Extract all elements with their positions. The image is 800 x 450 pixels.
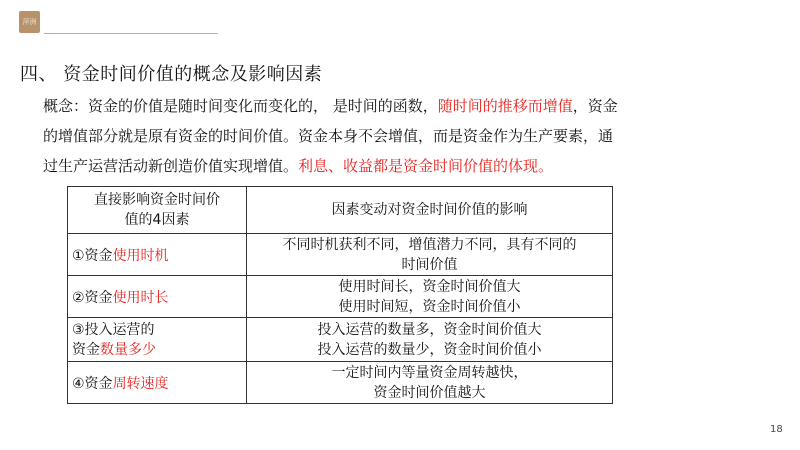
factor-prefix: ①资金 <box>72 247 113 264</box>
table-row <box>68 318 613 362</box>
paragraph-line2: 的增值部分就是原有资金的时间价值。资金本身不会增值，而是资金作为生产要素，通 <box>43 127 614 145</box>
header-factor <box>68 187 247 234</box>
factor-cell <box>68 234 247 276</box>
factor-highlight: 使用时机 <box>112 247 169 264</box>
effect-line1: 不同时机获利不同，增值潜力不同，具有不同的 <box>282 236 577 253</box>
factor-cell <box>68 318 247 362</box>
factor-prefix: ②资金 <box>72 289 113 306</box>
effect-cell <box>247 362 613 404</box>
effect-cell <box>247 276 613 318</box>
factor-highlight: 使用时长 <box>112 289 169 306</box>
header-factor-line1: 直接影响资金时间价 <box>94 192 220 208</box>
effect-line1: 投入运营的数量多，资金时间价值大 <box>317 321 542 338</box>
paragraph-highlight-1: 随时间的推移而增值 <box>437 97 573 115</box>
logo-text: 萍洲 <box>22 18 37 26</box>
paragraph-line3: 过生产运营活动新创造价值实现增值。 <box>43 157 299 175</box>
header-effect: 因素变动对资金时间价值的影响 <box>247 187 613 234</box>
effect-cell <box>247 318 613 362</box>
effect-line2: 投入运营的数量少，资金时间价值小 <box>317 341 542 358</box>
table-row <box>68 234 613 276</box>
paragraph-highlight-2: 利息、收益都是资金时间价值的体现。 <box>298 157 554 175</box>
factor-line1: ③投入运营的 <box>72 321 155 338</box>
concept-paragraph <box>43 91 743 181</box>
effect-line1: 一定时间内等量资金周转越快， <box>331 364 528 381</box>
header-factor-line2: 值的4因素 <box>124 212 190 228</box>
factor-prefix: ④资金 <box>72 375 113 392</box>
table-row <box>68 276 613 318</box>
factor-prefix: 资金 <box>72 341 100 358</box>
effect-line2: 资金时间价值越大 <box>373 384 486 401</box>
page-number: 18 <box>770 424 783 435</box>
factors-table <box>67 186 613 404</box>
logo <box>19 11 40 33</box>
table-header-row <box>68 187 613 234</box>
paragraph-seg1: 概念：资金的价值是随时间变化而变化的， 是时间的函数， <box>43 97 438 115</box>
page-title: 四、 资金时间价值的概念及影响因素 <box>20 64 323 85</box>
effect-line1: 使用时间长，资金时间价值大 <box>338 278 521 295</box>
factor-cell <box>68 362 247 404</box>
factor-highlight: 周转速度 <box>112 375 169 392</box>
effect-cell <box>247 234 613 276</box>
factor-cell <box>68 276 247 318</box>
table-row <box>68 362 613 404</box>
paragraph-seg3: ，资金 <box>572 97 618 115</box>
factor-highlight: 数量多少 <box>100 341 156 358</box>
header-divider <box>44 33 218 34</box>
effect-line2: 时间价值 <box>401 256 458 273</box>
effect-line2: 使用时间短，资金时间价值小 <box>338 298 521 315</box>
